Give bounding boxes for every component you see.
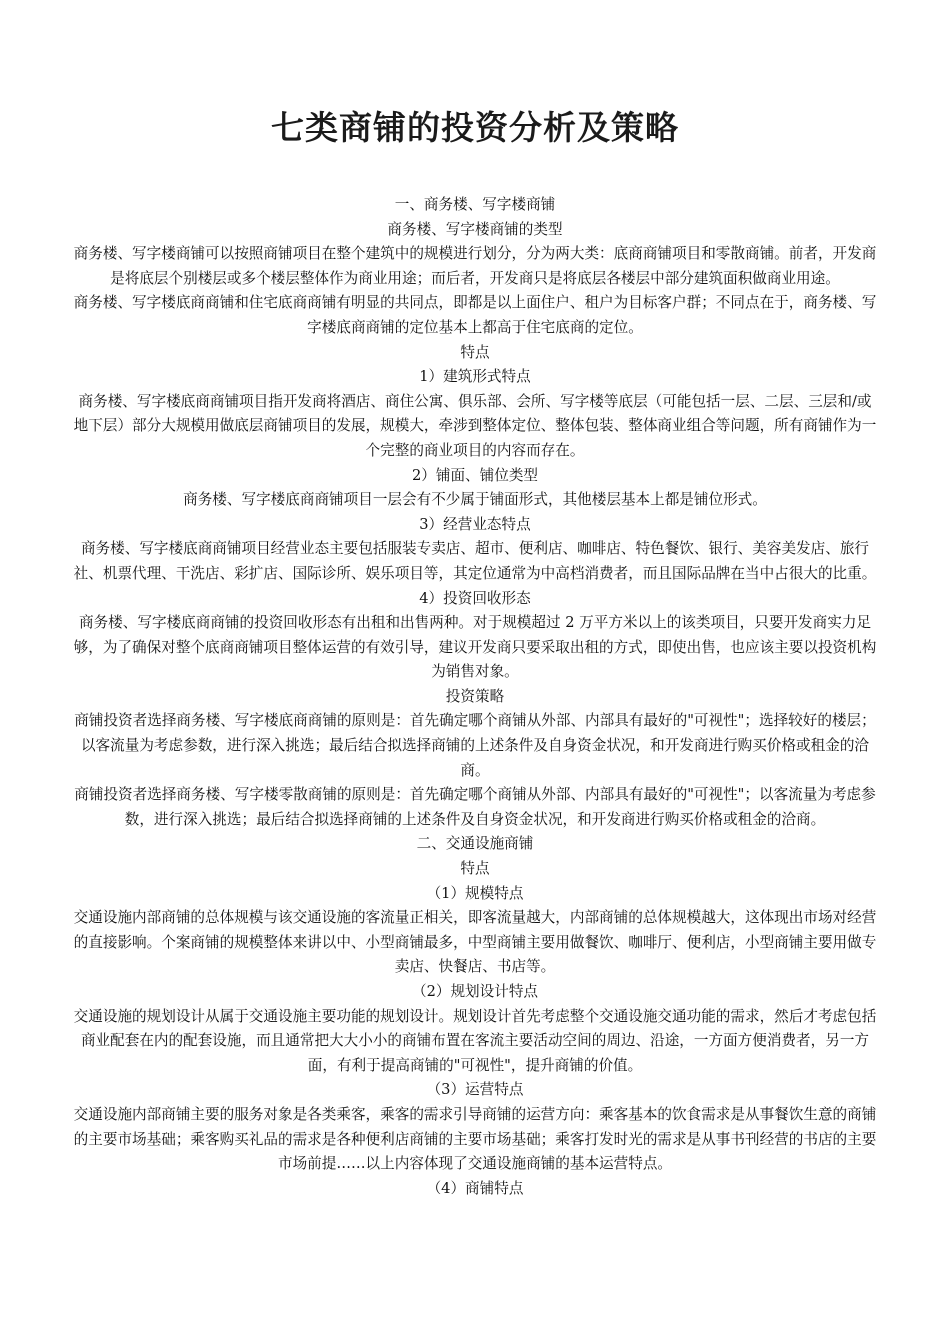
body-paragraph: 交通设施的规划设计从属于交通设施主要功能的规划设计。规划设计首先考虑整个交通设施交通功能的需求，然后才考虑包括商业配套在内的配套设施，而且通常把大大小小的商铺布置在客流主要活动空间的周边、沿途，一方面方便消费者，另一方面，有利于提高商铺的"可视性"，提升商铺的价值。 xyxy=(73,1007,877,1074)
body-paragraph: 商务楼、写字楼底商商铺和住宅底商商铺有明显的共同点，即都是以上面住户、租户为目标客户群；不同点在于，商务楼、写字楼底商商铺的定位基本上都高于住宅底商的定位。 xyxy=(73,294,877,336)
body-paragraph: 商务楼、写字楼底商商铺项目经营业态主要包括服装专卖店、超市、便利店、咖啡店、特色餐饮、银行、美容美发店、旅行社、机票代理、干洗店、彩扩店、国际诊所、娱乐项目等，其定位通常为中高档消费者，而且国际品牌在当中占很大的比重。 xyxy=(73,540,877,582)
document-title: 七类商铺的投资分析及策略 xyxy=(271,108,679,147)
document-page xyxy=(72,0,878,1201)
section-heading-transport-shops: 二、交通设施商铺 xyxy=(416,835,534,853)
subheading-operations: （3）运营特点 xyxy=(426,1081,524,1099)
body-paragraph: 商务楼、写字楼底商商铺项目指开发商将酒店、商住公寓、俱乐部、会所、写字楼等底层（可能包括一层、二层、三层和/或地下层）部分大规模用做底层商铺项目的发展，规模大，牵涉到整体定位、整体包装、整体商业组合等问题，所有商铺作为一个完整的商业项目的内容而存在。 xyxy=(73,392,877,459)
subheading-investment-strategy: 投资策略 xyxy=(445,687,505,705)
subheading-scale: （1）规模特点 xyxy=(426,884,524,902)
body-paragraph: 商务楼、写字楼底商商铺的投资回收形态有出租和出售两种。对于规模超过 2 万平方米以上的该类项目，只要开发商实力足够，为了确保对整个底商商铺项目整体运营的有效引导，建议开发商只要采取出租的方式，即使出售，也应该主要以投资机构为销售对象。 xyxy=(73,614,877,681)
body-paragraph: 商铺投资者选择商务楼、写字楼底商商铺的原则是：首先确定哪个商铺从外部、内部具有最好的"可视性"；选择较好的楼层；以客流量为考虑参数，进行深入挑选；最后结合拟选择商铺的上述条件及自身资金状况，和开发商进行购买价格或租金的洽商。 xyxy=(74,712,876,779)
subheading-planning-design: （2）规划设计特点 xyxy=(411,983,539,1000)
body-paragraph: 商务楼、写字楼底商商铺项目一层会有不少属于铺面形式，其他楼层基本上都是铺位形式。 xyxy=(183,491,767,509)
subheading-business-formats: 3）经营业态特点 xyxy=(419,515,531,533)
subheading-features: 特点 xyxy=(460,860,490,878)
document-body xyxy=(72,193,878,1201)
subheading-shop-features: （4）商铺特点 xyxy=(426,1179,524,1197)
body-paragraph: 商铺投资者选择商务楼、写字楼零散商铺的原则是：首先确定哪个商铺从外部、内部具有最好的"可视性"；以客流量为考虑参数，进行深入挑选；最后结合拟选择商铺的上述条件及自身资金状况，和开发商进行购买价格或租金的洽商。 xyxy=(74,786,876,828)
subheading-investment-return: 4）投资回收形态 xyxy=(419,589,531,607)
subheading-building-form: 1）建筑形式特点 xyxy=(419,368,531,386)
subheading-shopfront-types: 2）铺面、铺位类型 xyxy=(411,466,539,484)
section-heading-office-shops: 一、商务楼、写字楼商铺 xyxy=(394,196,556,213)
body-paragraph: 交通设施内部商铺主要的服务对象是各类乘客，乘客的需求引导商铺的运营方向：乘客基本的饮食需求是从事餐饮生意的商铺的主要市场基础；乘客购买礼品的需求是各种便利店商铺的主要市场基础；乘客打发时光的需求是从事书刊经营的书店的主要市场前提……以上内容体现了交通设施商铺的基本运营特点。 xyxy=(73,1105,877,1173)
subheading-features: 特点 xyxy=(460,343,490,361)
body-paragraph: 商务楼、写字楼商铺可以按照商铺项目在整个建筑中的规模进行划分，分为两大类：底商商铺项目和零散商铺。前者，开发商是将底层个别楼层或多个楼层整体作为商业用途；而后者，开发商只是将底层各楼层中部分建筑面积做商业用途。 xyxy=(73,245,877,287)
subheading-office-shop-types: 商务楼、写字楼商铺的类型 xyxy=(387,220,563,238)
body-paragraph: 交通设施内部商铺的总体规模与该交通设施的客流量正相关，即客流量越大，内部商铺的总体规模越大，这体现出市场对经营的直接影响。个案商铺的规模整体来讲以中、小型商铺最多，中型商铺主要用做餐饮、咖啡厅、便利店，小型商铺主要用做专卖店、快餐店、书店等。 xyxy=(73,909,877,976)
